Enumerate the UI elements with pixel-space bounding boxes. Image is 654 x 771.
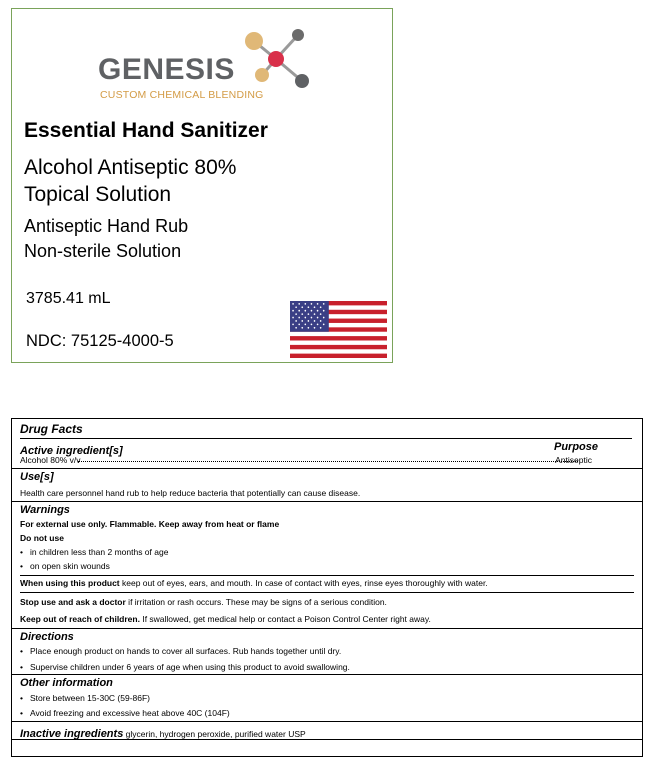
inactive-ingredients-heading: Inactive ingredients [20,728,124,740]
product-description [24,214,188,264]
do-not-use-item: • in children less than 2 months of age [20,547,634,558]
divider [20,438,632,439]
description-line-1: Antiseptic Hand Rub [24,216,189,236]
divider [12,674,642,675]
product-title: Essential Hand Sanitizer [24,119,268,142]
do-not-use-item: • on open skin wounds [20,561,634,572]
other-info-heading: Other information [20,677,113,689]
warnings-external: For external use only. Flammable. Keep away from heat or flame [20,519,280,529]
keep-out-text [20,614,634,625]
divider [12,468,642,469]
other-info-item: • Avoid freezing and excessive heat above 40C (104F) [20,708,634,719]
other-info-item: • Store between 15-30C (59-86F) [20,693,634,704]
description-line-2: Non-sterile Solution [24,241,182,261]
leader-dots [78,461,578,462]
divider [12,721,642,722]
warnings-heading: Warnings [20,504,70,516]
directions-heading: Directions [20,631,74,643]
stop-use-label: Stop use and ask a doctor [20,597,126,607]
genesis-logo [98,27,308,103]
divider [12,501,642,502]
molecule-icon [236,27,316,107]
directions-item: • Place enough product on hands to cover all surfaces. Rub hands together until dry. [20,646,634,657]
keep-out-body: If swallowed, get medical help or contact a Poison Control Center right away. [139,614,431,624]
active-ingredient-heading: Active ingredient[s] [20,445,123,457]
product-volume: 3785.41 mL [26,290,111,307]
divider [12,739,642,740]
stop-use-text [20,597,634,608]
when-using-label: When using this product [20,578,120,588]
directions-item: • Supervise children under 6 years of age when using this product to avoid swallowing. [20,662,634,673]
drug-facts-title: Drug Facts [20,422,83,436]
logo-wordmark: GENESIS [98,53,235,86]
divider [20,592,634,593]
logo-tagline: CUSTOM CHEMICAL BLENDING [100,89,264,101]
product-subtitle [24,154,236,208]
purpose-heading: Purpose [553,441,598,453]
us-flag-icon [290,301,387,358]
uses-text: Health care personnel hand rub to help reduce bacteria that potentially can cause disease. [20,488,361,498]
inactive-ingredients-text: glycerin, hydrogen peroxide, purified water USP [123,729,306,739]
active-ingredient-row [20,455,634,466]
product-label-panel [11,8,393,363]
when-using-text [20,578,634,589]
subtitle-line-2: Topical Solution [24,183,172,206]
divider [20,575,634,576]
subtitle-line-1: Alcohol Antiseptic 80% [24,156,237,179]
stop-use-body: if irritation or rash occurs. These may be signs of a serious condition. [125,597,387,607]
active-purpose: Antiseptic [555,455,592,465]
do-not-use-heading: Do not use [20,533,64,543]
drug-facts-panel [11,418,643,757]
active-ingredient: Alcohol 80% v/v [20,455,81,465]
keep-out-label: Keep out of reach of children. [20,614,140,624]
when-using-body: keep out of eyes, ears, and mouth. In case of contact with eyes, rinse eyes thoroughly with water. [119,578,488,588]
active-header-row [20,441,634,455]
uses-heading: Use[s] [20,471,54,483]
divider [12,628,642,629]
ndc-number: NDC: 75125-4000-5 [26,332,174,350]
